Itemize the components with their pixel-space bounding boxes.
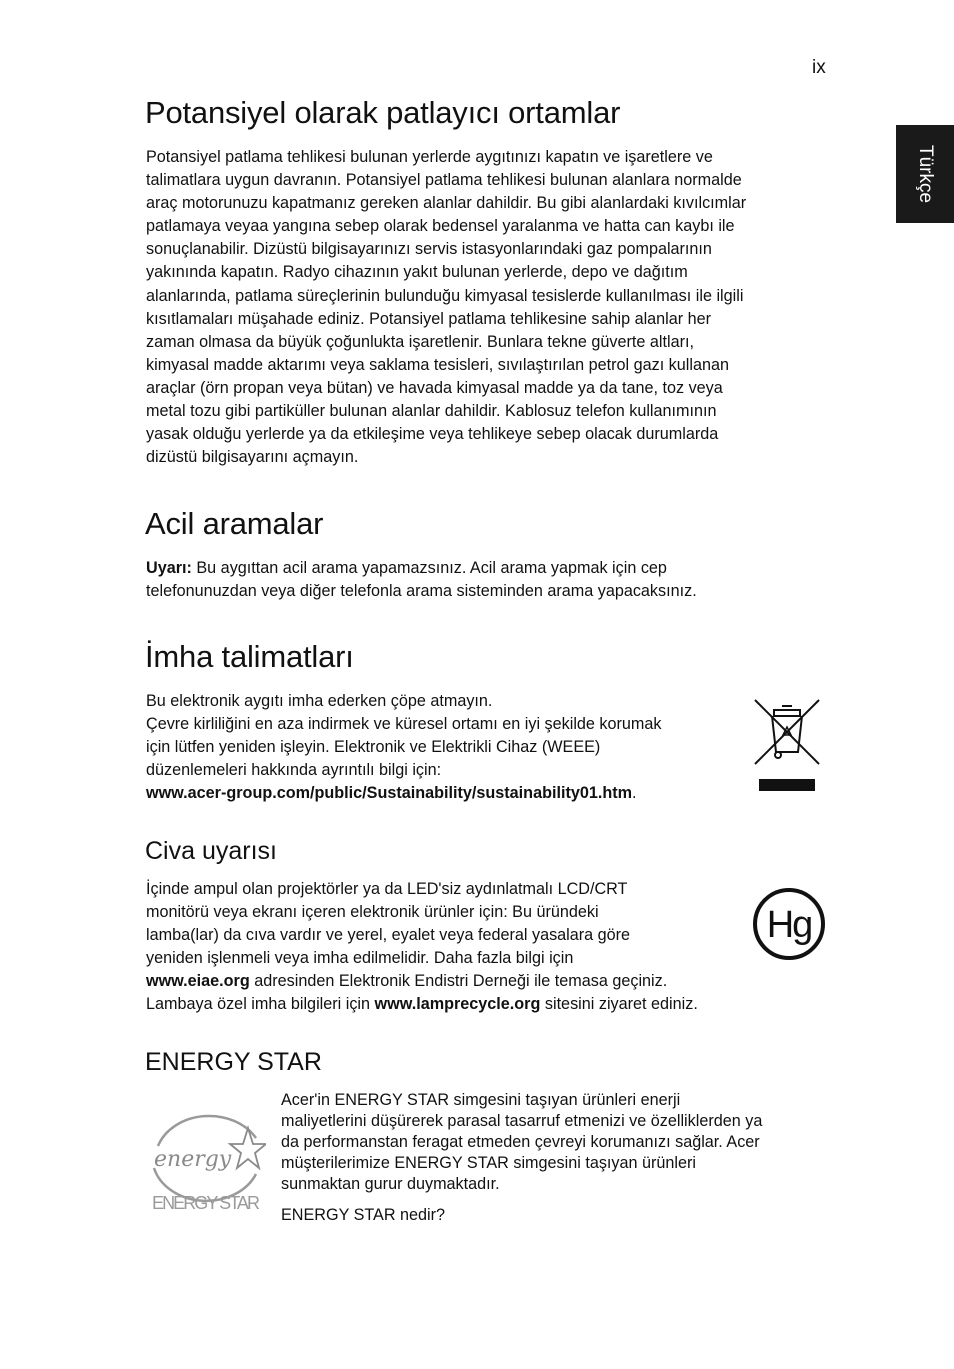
text-line: kısıtlamaları müşahade ediniz. Potansiyel patlama tehlikesine sahip alanlar her: [146, 309, 712, 328]
explosive-paragraph: [146, 146, 746, 469]
text-line: [146, 993, 698, 1016]
text-line: monitörü veya ekranı içeren elektronik ürünler için: Bu üründeki: [146, 903, 599, 922]
text-line: zaman olmasa da büyük çoğunlukta işaretlenir. Bunlara tekne güverte altları,: [146, 332, 694, 351]
text-line: [146, 782, 662, 805]
lamprecycle-link[interactable]: www.lamprecycle.org: [374, 995, 541, 1014]
mercury-hg-text: Hg: [766, 904, 812, 946]
weee-link[interactable]: www.acer-group.com/public/Sustainability/sustainability01.htm: [146, 784, 633, 803]
energy-star-logo-caption: ENERGY STAR: [152, 1193, 260, 1213]
lamp-text-post: sitesini ziyaret ediniz.: [540, 995, 698, 1014]
explosive-heading: Potansiyel olarak patlayıcı ortamlar: [145, 95, 621, 130]
mercury-paragraph: [146, 878, 698, 1017]
energy-star-paragraph: [281, 1090, 762, 1195]
warning-label: Uyarı:: [146, 559, 192, 577]
text-line: patlamaya veyaa yangına sebep olarak bedensel yaralanma ve hatta can kaybı ile: [146, 217, 735, 236]
text-line: Acer'in ENERGY STAR simgesini taşıyan ürünleri enerji: [281, 1091, 681, 1109]
text-line: araç motorunuzu kapatmanız gereken alanlar dahildir. Bu gibi alanlardaki kıvılcımlar: [146, 194, 747, 213]
energy-star-heading: ENERGY STAR: [145, 1048, 322, 1076]
text-line: müşterilerimize ENERGY STAR simgesini taşıyan ürünleri: [281, 1154, 697, 1172]
language-tab-label: Türkçe: [915, 144, 936, 204]
text-line: sonuçlanabilir. Dizüstü bilgisayarınızı servis istasyonlarındaki gaz pompalarının: [146, 240, 712, 259]
text-line: maliyetlerini düşürerek parasal tasarruf etmenizi ve özelliklerden ya: [281, 1112, 763, 1130]
page-number: ix: [812, 57, 826, 78]
energy-star-logo: [144, 1108, 266, 1216]
text-line: için lütfen yeniden işleyin. Elektronik ve Elektrikli Cihaz (WEEE): [146, 738, 601, 757]
text-line: metal tozu gibi partiküller bulunan alanlar dahildir. Kablosuz telefon kullanımının: [146, 402, 717, 421]
text-line: Çevre kirliliğini en aza indirmek ve küresel ortamı en iyi şekilde korumak: [146, 715, 662, 734]
text-line: talimatlara uygun davranın. Potansiyel patlama tehlikesi bulunan alanlara normalde: [146, 171, 742, 190]
text-line: da performanstan feragat etmeden çevreyi korumanızı sağlar. Acer: [281, 1133, 760, 1151]
disposal-heading: İmha talimatları: [145, 639, 354, 674]
text-line: dizüstü bilgisayarını açmayın.: [146, 448, 359, 467]
warning-text: Bu aygıttan acil arama yapamazsınız. Acil arama yapmak için cep: [191, 559, 667, 577]
eiae-text: adresinden Elektronik Endistri Derneği ile temasa geçiniz.: [249, 972, 668, 991]
text-line: yeniden işlenmeli veya imha edilmelidir. Daha fazla bilgi için: [146, 949, 574, 968]
disposal-paragraph: [146, 690, 662, 805]
text-line: Potansiyel patlama tehlikesi bulunan yerlerde aygıtınızı kapatın ve işaretlere ve: [146, 148, 713, 166]
mercury-heading: Civa uyarısı: [145, 837, 277, 865]
language-tab: [896, 125, 954, 223]
crossed-out-wheelie-bin-icon: [752, 697, 822, 795]
text-line: lamba(lar) da cıva vardır ve yerel, eyalet veya federal yasalara göre: [146, 926, 631, 945]
text-line: düzenlemeleri hakkında ayrıntılı bilgi için:: [146, 761, 442, 780]
text-line: Bu elektronik aygıtı imha ederken çöpe atmayın.: [146, 692, 493, 710]
text-line: alanlarında, patlama süreçlerinin bulunduğu kimyasal tesislerde kullanılması ile ilgili: [146, 286, 744, 305]
text-line: yasak olduğu yerlerde ya da etkileşime veya tehlikeye sebep olacak durumlarda: [146, 425, 719, 444]
emergency-heading: Acil aramalar: [145, 506, 324, 541]
text-line: İçinde ampul olan projektörler ya da LED'siz aydınlatmalı LCD/CRT: [146, 880, 628, 898]
text-line: sunmaktan gurur duymaktadır.: [281, 1175, 500, 1193]
text-line: telefonunuzdan veya diğer telefonla arama sisteminden arama yapacaksınız.: [146, 582, 697, 601]
energy-star-logo-script: energy: [154, 1147, 232, 1172]
link-suffix: .: [632, 784, 637, 803]
energy-star-question: ENERGY STAR nedir?: [281, 1206, 446, 1224]
text-line: kimyasal madde aktarımı veya saklama tesisleri, sıvılaştırılan petrol gazı kullanan: [146, 355, 729, 374]
lamp-text-pre: Lambaya özel imha bilgileri için: [146, 995, 375, 1014]
text-line: araçlar (örn propan veya bütan) ve havada kimyasal madde ya da tane, toz veya: [146, 378, 723, 397]
mercury-hg-icon: [751, 886, 827, 962]
emergency-paragraph: [146, 557, 697, 603]
eiae-link[interactable]: www.eiae.org: [146, 972, 250, 991]
text-line: [146, 970, 698, 993]
text-line: [146, 557, 697, 580]
text-line: yakınında kapatın. Radyo cihazının yakıt bulunan yerlerde, depo ve dağıtım: [146, 263, 688, 282]
